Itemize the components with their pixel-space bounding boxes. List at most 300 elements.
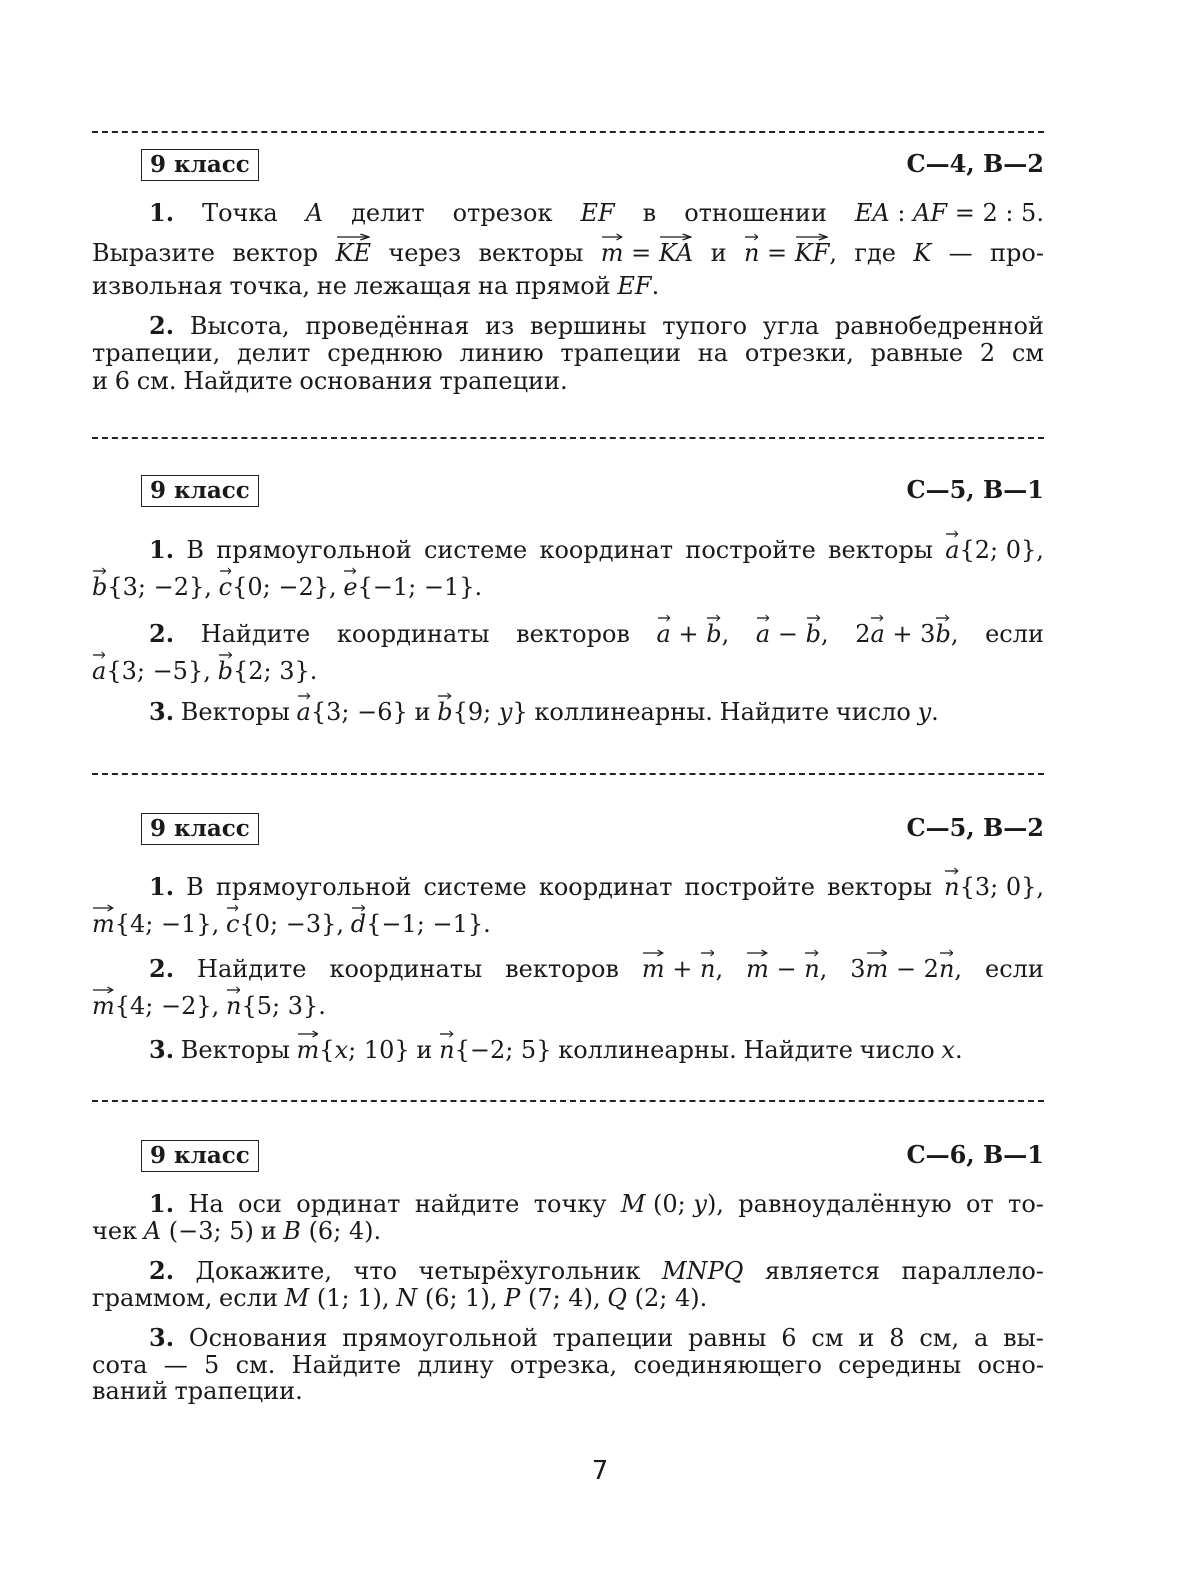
vector: a (945, 537, 959, 563)
text-run: 2 (979, 339, 996, 367)
text-run: Найдите (183, 367, 293, 395)
problem-text-line (149, 1325, 1044, 1351)
text-run: {3; 0}, (959, 873, 1044, 901)
problem-text-line (92, 658, 1044, 684)
word (1012, 340, 1044, 366)
text-run: через (388, 239, 462, 267)
vector-arrow-icon (643, 949, 664, 957)
word (149, 313, 174, 339)
grade-label: 9 класс (141, 149, 259, 181)
text-run: см (811, 1324, 844, 1352)
problem-number: 1. (149, 198, 175, 227)
text-run: векторы (478, 239, 584, 267)
word (643, 200, 657, 226)
vector-arrow-icon (344, 567, 356, 575)
text-run: что (353, 1257, 398, 1285)
word (1008, 1191, 1044, 1217)
word (607, 1285, 707, 1311)
text-run: = 2 : 5. (947, 199, 1044, 227)
text-run: координат (538, 873, 673, 901)
word (354, 273, 472, 299)
word (216, 874, 412, 900)
text-run: прямой (515, 272, 611, 300)
word (918, 699, 939, 725)
text-run: лежащая (353, 272, 472, 300)
word (351, 911, 491, 937)
word (901, 1258, 1043, 1284)
word (317, 273, 347, 299)
math-variable: EF (580, 199, 615, 227)
vector: b (437, 699, 452, 725)
text-run: ), (706, 1190, 724, 1218)
word (510, 1352, 617, 1378)
vector: m (866, 956, 889, 982)
text-run: векторов (505, 955, 619, 983)
vector-arrow-icon (945, 867, 958, 875)
vector-arrow-icon (867, 949, 888, 957)
text-run: делит (236, 339, 311, 367)
word (850, 956, 962, 982)
word (417, 1352, 493, 1378)
word (505, 956, 619, 982)
word (236, 1352, 276, 1378)
text-run: основания (299, 367, 433, 395)
word (642, 956, 723, 982)
text-run: линию (459, 339, 544, 367)
text-run: + (664, 955, 700, 983)
word (238, 1191, 282, 1217)
word (835, 313, 1044, 339)
text-run: {4; −2}, (114, 992, 220, 1020)
word (558, 1037, 737, 1063)
word (230, 273, 311, 299)
word (92, 240, 215, 266)
text-run: . (931, 698, 939, 726)
word (197, 956, 307, 982)
word (657, 621, 730, 647)
word (181, 699, 290, 725)
text-run: постройте (684, 873, 815, 901)
text-run: Векторы (180, 1036, 290, 1064)
vector-arrow-icon (658, 614, 670, 622)
grade-label: 9 класс (141, 1140, 259, 1172)
vector: n (939, 956, 954, 982)
word (980, 340, 995, 366)
math-variable: A (305, 199, 324, 227)
word (343, 574, 482, 600)
vector: c (226, 911, 239, 937)
word (711, 240, 727, 266)
math-variable: EF (617, 272, 652, 300)
word (515, 273, 611, 299)
text-run: и (92, 367, 108, 395)
text-run: трапеции. (439, 367, 568, 395)
word (137, 368, 177, 394)
word (685, 537, 815, 563)
word (388, 240, 461, 266)
text-run: {0; −2}, (232, 573, 337, 601)
text-run: Докажите, (195, 1257, 332, 1285)
text-run: 5 (204, 1351, 220, 1379)
word (216, 537, 412, 563)
vector-arrow-icon (227, 904, 238, 912)
section-divider (92, 131, 1044, 133)
word (460, 340, 544, 366)
text-run: ; 10} (348, 1036, 410, 1064)
math-variable: y (917, 698, 932, 726)
text-run: координат (539, 536, 674, 564)
word (919, 1325, 959, 1351)
word (662, 1258, 743, 1284)
word (149, 1258, 174, 1284)
problem-text-line (92, 340, 1044, 366)
text-run: коллинеарны. (558, 1036, 737, 1064)
text-run: является (764, 1257, 880, 1285)
problem-number: 2. (149, 619, 175, 648)
text-run: число (835, 698, 911, 726)
word (889, 1325, 904, 1351)
text-run: сота (92, 1351, 148, 1379)
text-run: Найдите (200, 620, 311, 648)
vector: b (92, 574, 107, 600)
text-run: точка, (229, 272, 311, 300)
math-variable: x (941, 1036, 955, 1064)
vector-arrow-icon (298, 692, 310, 700)
math-variable: AF (913, 199, 948, 227)
text-run: (0; (645, 1190, 694, 1218)
vector: c (219, 574, 232, 600)
problem-text-line (92, 1352, 1044, 1378)
text-run: + 3 (884, 620, 936, 648)
text-run: угла (762, 312, 820, 340)
text-run: не (316, 272, 347, 300)
text-run: (7; 4), (520, 1284, 601, 1312)
word (353, 1258, 397, 1284)
word (478, 240, 583, 266)
vector: d (351, 911, 366, 937)
text-run: В (186, 873, 204, 901)
word (617, 273, 659, 299)
vector-arrow-icon (227, 986, 240, 994)
grade-label: 9 класс (141, 475, 259, 507)
text-run: векторы (827, 873, 932, 901)
section-divider (92, 1100, 1044, 1102)
vector: m (92, 911, 115, 937)
word (516, 621, 630, 647)
vector: b (218, 658, 233, 684)
text-run: трапеции (552, 1324, 674, 1352)
word (188, 1191, 223, 1217)
vector: b (706, 621, 721, 647)
vector: n (804, 956, 819, 982)
problem-number: 3. (149, 1035, 175, 1064)
vector-arrow-icon (352, 904, 365, 912)
word (351, 200, 425, 226)
text-run: координаты (329, 955, 483, 983)
math-variable: P (504, 1284, 521, 1312)
vector: m (297, 1037, 320, 1063)
text-run: векторы (828, 536, 933, 564)
text-run: прямоугольной (342, 1324, 538, 1352)
word (990, 240, 1044, 266)
word (437, 699, 527, 725)
word (92, 911, 219, 937)
problem-text-line (149, 1037, 1044, 1063)
text-run: от (965, 1190, 994, 1218)
text-run: точку (533, 1190, 607, 1218)
word (283, 1218, 381, 1244)
vector-arrow-icon (796, 233, 829, 241)
text-run: см, (919, 1324, 960, 1352)
word (858, 1325, 874, 1351)
text-run: Основания (188, 1324, 328, 1352)
word (966, 1191, 994, 1217)
word (744, 240, 837, 266)
word (149, 699, 174, 725)
word (337, 621, 490, 647)
text-run: 6 (114, 367, 130, 395)
text-run: {−1; −1}. (366, 910, 491, 938)
problem-text-line (92, 368, 1044, 394)
text-run: Точка (202, 199, 278, 227)
word (92, 574, 212, 600)
text-run: − (770, 620, 806, 648)
text-run: (6; 1), (417, 1284, 498, 1312)
problem-text-line (92, 240, 1044, 266)
text-run: + (670, 620, 707, 648)
word (175, 1378, 303, 1404)
word (115, 368, 130, 394)
text-run: — (163, 1351, 188, 1379)
word (305, 313, 469, 339)
text-run: 8 (889, 1324, 905, 1352)
word (202, 200, 278, 226)
text-run: длину (417, 1351, 494, 1379)
word (534, 1191, 607, 1217)
problem-text-line (92, 574, 1044, 600)
word (765, 1258, 880, 1284)
word (296, 1191, 400, 1217)
text-run: и (416, 1036, 433, 1064)
text-run: координаты (336, 620, 490, 648)
text-run: на (697, 339, 729, 367)
word (297, 1037, 410, 1063)
word (424, 537, 527, 563)
word (92, 658, 211, 684)
word (186, 874, 204, 900)
vector-arrow-icon (745, 233, 758, 241)
problem-text-line (149, 537, 1044, 563)
word (149, 956, 174, 982)
vector: KA (659, 240, 693, 266)
word (854, 240, 896, 266)
text-run: см. (235, 1351, 276, 1379)
vector-arrow-icon (438, 692, 451, 700)
vector: m (642, 956, 665, 982)
text-run: равнобедренной (834, 312, 1044, 340)
text-run: {9; (452, 698, 499, 726)
text-run: = (623, 239, 659, 267)
word (945, 537, 1044, 563)
word (416, 1037, 432, 1063)
vector: b (806, 621, 821, 647)
word (621, 1191, 724, 1217)
vector: a (657, 621, 671, 647)
text-run: , (954, 955, 963, 983)
word (196, 1258, 332, 1284)
vector-arrow-icon (93, 986, 114, 994)
text-run: вы- (1003, 1324, 1044, 1352)
vector-arrow-icon (747, 949, 768, 957)
text-run: {5; 3}. (241, 992, 326, 1020)
page-number: 7 (591, 1456, 609, 1486)
word (419, 1258, 641, 1284)
word (913, 240, 931, 266)
text-run: В (186, 536, 204, 564)
text-run: про- (990, 239, 1044, 267)
word (978, 1352, 1044, 1378)
problem-number: 1. (149, 535, 175, 564)
word (453, 200, 553, 226)
word (688, 1325, 766, 1351)
text-run: см. (136, 367, 177, 395)
word (781, 1325, 796, 1351)
word (756, 621, 829, 647)
math-variable: EA (854, 199, 890, 227)
vector-arrow-icon (93, 651, 105, 659)
math-variable: A (143, 1217, 162, 1245)
problem-number: 1. (149, 872, 175, 901)
vector: KE (336, 240, 371, 266)
word (261, 1218, 277, 1244)
word (181, 1037, 290, 1063)
text-run: если (985, 620, 1044, 648)
word (871, 340, 963, 366)
word (327, 340, 443, 366)
text-run: если (985, 955, 1044, 983)
text-run: осно- (977, 1351, 1044, 1379)
variant-code: С—4, В—2 (906, 149, 1044, 178)
math-variable: M (284, 1284, 310, 1312)
vector: a (756, 621, 770, 647)
vector: e (343, 574, 357, 600)
text-run: {2; 3}. (232, 657, 318, 685)
word (226, 993, 326, 1019)
word (1003, 1325, 1044, 1351)
variant-code: С—5, В—1 (906, 475, 1044, 504)
word (149, 874, 174, 900)
word (684, 200, 827, 226)
problem-text-line (149, 874, 1044, 900)
word (189, 1325, 328, 1351)
word (504, 1285, 600, 1311)
word (738, 1191, 951, 1217)
word (424, 874, 527, 900)
vector: b (935, 621, 950, 647)
vector-arrow-icon (946, 530, 958, 538)
vector: m (746, 956, 769, 982)
word (336, 240, 371, 266)
vector: n (744, 240, 759, 266)
math-variable: y (498, 698, 513, 726)
section-divider (92, 437, 1044, 439)
word (149, 537, 174, 563)
vector: a (297, 699, 311, 725)
word (292, 1352, 402, 1378)
word (530, 313, 646, 339)
text-run: середины (838, 1351, 962, 1379)
word (662, 313, 747, 339)
text-run: системе (423, 536, 528, 564)
text-run: . (651, 272, 660, 300)
problem-text-line (149, 621, 1044, 647)
word (232, 240, 318, 266)
text-run: Найдите (291, 1351, 402, 1379)
word (838, 1352, 961, 1378)
text-run: и (858, 1324, 875, 1352)
text-run: , (950, 620, 959, 648)
text-run: а (973, 1324, 989, 1352)
text-run: и (710, 239, 727, 267)
text-run: найдите (414, 1190, 520, 1218)
grade-label: 9 класс (141, 813, 259, 845)
vector: m (601, 240, 624, 266)
text-run: {−2; 5} (454, 1036, 552, 1064)
word (746, 956, 827, 982)
problem-number: 2. (149, 954, 175, 983)
vector: n (226, 993, 241, 1019)
text-run: Высота, (189, 312, 290, 340)
text-run: трапеции (560, 339, 681, 367)
text-run: прямоугольной (216, 536, 412, 564)
text-run: чек (92, 1217, 138, 1245)
vector-arrow-icon (298, 1030, 319, 1038)
text-run: коллинеарны. (534, 698, 713, 726)
text-run: то- (1008, 1190, 1044, 1218)
text-run: , (829, 239, 838, 267)
vector: m (92, 993, 115, 1019)
vector-arrow-icon (707, 614, 720, 622)
text-run: и (414, 698, 431, 726)
text-run: число (859, 1036, 935, 1064)
math-variable: B (283, 1217, 301, 1245)
problem-number: 1. (149, 1189, 175, 1218)
vector-arrow-icon (220, 567, 231, 575)
text-run: параллело- (901, 1257, 1044, 1285)
problem-text-line (149, 1258, 1044, 1284)
text-run: 2 (855, 620, 871, 648)
vector-arrow-icon (660, 233, 692, 241)
word (836, 699, 911, 725)
text-run: прямоугольной (215, 873, 412, 901)
word (698, 340, 728, 366)
text-run: где (854, 239, 896, 267)
text-run: отрезки, (744, 339, 854, 367)
variant-code: С—5, В—2 (906, 813, 1044, 842)
word (92, 368, 108, 394)
math-variable: MNPQ (661, 1257, 744, 1285)
text-run: Найдите (743, 1036, 853, 1064)
word (219, 1285, 278, 1311)
word (92, 993, 219, 1019)
word (415, 1191, 520, 1217)
word (828, 537, 933, 563)
word (685, 874, 815, 900)
word (974, 1325, 988, 1351)
text-run: , (721, 620, 730, 648)
vector: n (944, 874, 959, 900)
vector-arrow-icon (871, 614, 883, 622)
